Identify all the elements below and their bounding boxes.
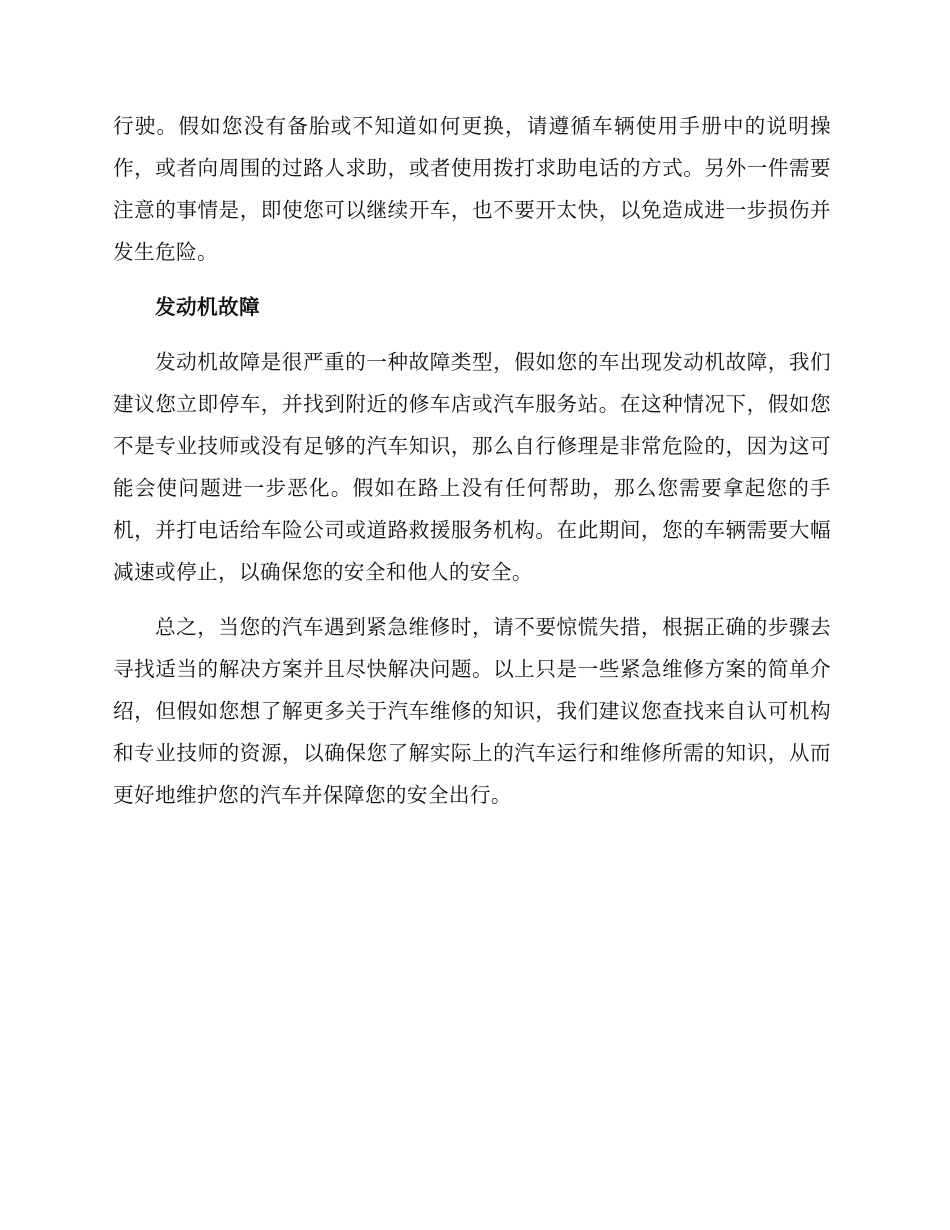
paragraph-continued: 行驶。假如您没有备胎或不知道如何更换，请遵循车辆使用手册中的说明操作，或者向周围的过路人求助，或者使用拨打求助电话的方式。另外一件需要注意的事情是，即使您可以继续开车，也不要开太快，以免造成进一步损伤并发生危险。 — [113, 114, 831, 264]
paragraph-engine-failure: 发动机故障是很严重的一种故障类型，假如您的车出现发动机故障，我们建议您立即停车，并找到附近的修车店或汽车服务站。在这种情况下，假如您不是专业技师或没有足够的汽车知识，那么自行修理是非常危险的，因为这可能会使问题进一步恶化。假如在路上没有任何帮助，那么您需要拿起您的手机，并打电话给车险公司或道路救援服务机构。在此期间，您的车辆需要大幅减速或停止，以确保您的安全和他人的安全。 — [113, 350, 831, 584]
document-body — [113, 105, 831, 816]
section-heading-engine-failure: 发动机故障 — [155, 295, 260, 319]
paragraph-summary: 总之，当您的汽车遇到紧急维修时，请不要惊慌失措，根据正确的步骤去寻找适当的解决方案并且尽快解决问题。以上只是一些紧急维修方案的简单介绍，但假如您想了解更多关于汽车维修的知识，我们建议您查找来自认可机构和专业技师的资源，以确保您了解实际上的汽车运行和维修所需的知识，从而更好地维护您的汽车并保障您的安全出行。 — [113, 615, 831, 807]
